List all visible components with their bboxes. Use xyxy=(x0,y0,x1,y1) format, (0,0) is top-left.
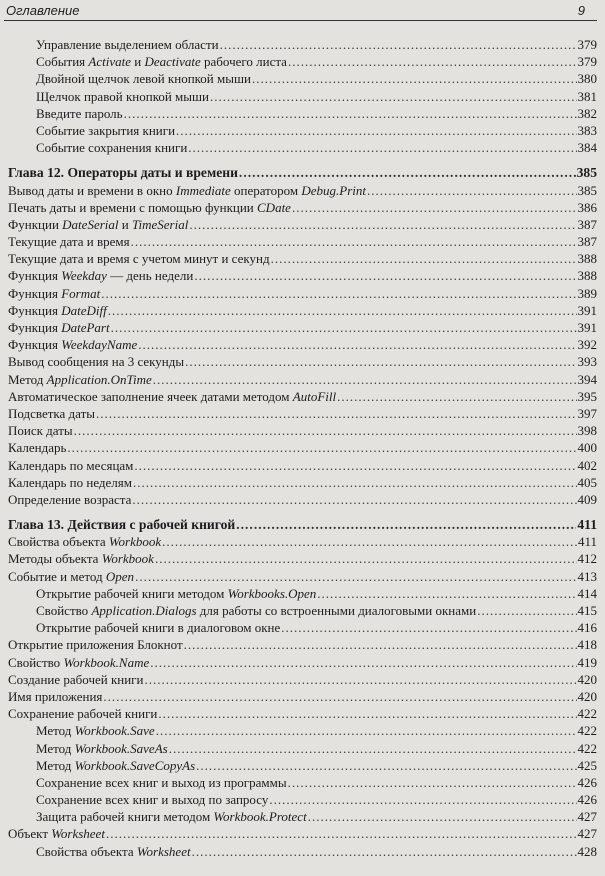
dot-leader xyxy=(158,705,576,722)
toc-entry-text: Метод xyxy=(8,371,47,387)
toc-entry-code-term: Workbook.Protect xyxy=(213,809,307,825)
toc-entry-code-term: AutoFill xyxy=(292,388,337,404)
toc-entry-title xyxy=(36,105,123,122)
toc-entry-text: Введите пароль xyxy=(36,105,123,121)
toc-entry-code-term: Workbooks.Open xyxy=(227,585,317,601)
section-gap xyxy=(0,508,605,516)
toc-page-number: 398 xyxy=(577,423,597,439)
toc-entry-text: Свойства объекта xyxy=(8,534,109,550)
dot-leader xyxy=(196,757,576,774)
toc-page-number: 385 xyxy=(576,165,597,181)
toc-entry-title xyxy=(36,757,195,774)
toc-entry-text: Функция xyxy=(8,285,62,301)
toc-page-number: 422 xyxy=(577,740,597,756)
toc-entry-code-term: Debug.Print xyxy=(301,182,367,198)
toc-entry-title xyxy=(8,182,366,199)
dot-leader xyxy=(101,285,576,302)
toc-page-number: 426 xyxy=(577,774,597,790)
toc-entry-title xyxy=(36,740,168,757)
dot-leader xyxy=(176,122,576,139)
toc-entry-title xyxy=(36,791,268,808)
dot-leader xyxy=(185,353,576,370)
toc-page-number: 405 xyxy=(577,474,597,490)
toc-entry-title xyxy=(8,302,107,319)
toc-entry-text: Метод xyxy=(36,740,75,756)
toc-entry-title xyxy=(8,550,154,567)
toc-entry xyxy=(0,808,605,825)
toc-page-number: 420 xyxy=(577,671,597,687)
toc-entry-code-term: TimeSerial xyxy=(131,216,189,232)
dot-leader xyxy=(150,654,576,671)
toc-page-number: 387 xyxy=(577,216,597,232)
toc-entry xyxy=(0,757,605,774)
toc-entry-text: Функция xyxy=(8,320,62,335)
dot-leader xyxy=(477,602,576,619)
toc-entry-title xyxy=(8,216,188,233)
dot-leader xyxy=(155,550,577,567)
dot-leader xyxy=(156,722,577,739)
toc-entry-title xyxy=(36,602,476,619)
toc-entry xyxy=(0,302,605,319)
toc-entry-text: Сохранение рабочей книги xyxy=(8,706,158,722)
toc-entry-title xyxy=(36,585,316,602)
toc-entry-code-term: Workbook xyxy=(101,551,154,567)
toc-entry xyxy=(0,654,605,671)
toc-entry-text: Функции xyxy=(8,216,63,232)
dot-leader xyxy=(169,740,577,757)
dot-leader xyxy=(106,825,577,842)
toc-entry-title xyxy=(36,53,287,70)
dot-leader xyxy=(210,88,577,105)
toc-entry-title xyxy=(8,388,336,405)
toc-entry-code-term: Workbook.Name xyxy=(63,654,150,670)
toc-entry-text: Свойство xyxy=(36,603,92,618)
toc-entry-title xyxy=(8,533,161,550)
toc-entry-text: и xyxy=(130,54,145,70)
toc-entry-title xyxy=(8,568,134,585)
toc-entry-code-term: Activate xyxy=(88,54,131,70)
toc-entry-title xyxy=(8,164,238,181)
toc-entry-title xyxy=(36,808,307,825)
toc-entry xyxy=(0,688,605,705)
dot-leader xyxy=(281,619,576,636)
toc-entry-title xyxy=(8,422,73,439)
toc-page-number: 414 xyxy=(577,585,597,601)
toc-entry-text: Сохранение всех книг и выход по запросу xyxy=(36,792,269,808)
toc-entry-title xyxy=(36,88,209,105)
toc-page-number: 412 xyxy=(577,551,597,567)
dot-leader xyxy=(271,250,577,267)
toc-page-number: 419 xyxy=(577,654,597,670)
toc-entry-text: Автоматическое заполнение ячеек датами методом xyxy=(8,388,293,404)
dot-leader xyxy=(74,422,577,439)
dot-leader xyxy=(132,491,576,508)
dot-leader xyxy=(138,336,576,353)
toc-entry-text: Двойной щелчок левой кнопкой мыши xyxy=(36,71,251,87)
toc-entry-title xyxy=(8,233,130,250)
toc-entry-title xyxy=(36,843,191,860)
toc-page-number: 388 xyxy=(577,251,597,267)
dot-leader xyxy=(131,233,577,250)
toc-entry xyxy=(0,602,605,619)
toc-entry xyxy=(0,843,605,860)
toc-entry-title xyxy=(8,336,137,353)
dot-leader xyxy=(308,808,577,825)
toc-page-number: 402 xyxy=(577,457,597,473)
toc-entry xyxy=(0,216,605,233)
toc-entry-title xyxy=(36,122,175,139)
toc-entry-code-term: Workbook.Save xyxy=(74,723,155,739)
toc-page-number: 418 xyxy=(577,637,597,653)
dot-leader xyxy=(103,688,576,705)
toc-page-number: 391 xyxy=(577,302,597,318)
dot-leader xyxy=(133,474,576,491)
toc-page-number: 400 xyxy=(577,440,597,456)
toc-page-number: 386 xyxy=(577,199,597,215)
toc-entry-text: Событие сохранения книги xyxy=(36,140,188,156)
toc-entry xyxy=(0,568,605,585)
toc-entry-text: Календарь по неделям xyxy=(8,474,133,490)
toc-entry-code-term: Format xyxy=(61,285,101,301)
toc-page-number: 420 xyxy=(577,688,597,704)
toc-entry xyxy=(0,388,605,405)
dot-leader xyxy=(292,199,577,216)
toc-entry-text: Сохранение всех книг и выход из программы xyxy=(36,774,287,790)
toc-entry-text: — день недели xyxy=(106,268,194,284)
toc-entry-code-term: Open xyxy=(105,568,135,584)
toc-page-number: 422 xyxy=(577,706,597,722)
toc-entry-text: Календарь по месяцам xyxy=(8,457,134,473)
toc-entry-text: Глава 12. Операторы даты и времени xyxy=(8,165,238,181)
toc-page-number: 379 xyxy=(577,37,597,52)
toc-entry-text: и xyxy=(118,216,132,232)
toc-entry-text: Поиск даты xyxy=(8,423,73,439)
dot-leader xyxy=(252,70,577,87)
dot-leader xyxy=(236,516,576,533)
toc-entry-title xyxy=(8,636,183,653)
dot-leader xyxy=(317,585,576,602)
dot-leader xyxy=(135,568,576,585)
toc-entry-code-term: DatePart xyxy=(61,320,110,335)
toc-entry-title xyxy=(36,36,219,53)
toc-entry-code-term: Workbook xyxy=(108,534,162,550)
toc-entry xyxy=(0,774,605,791)
toc-entry-title xyxy=(8,405,95,422)
toc-entry-text: Открытие рабочей книги в диалоговом окне xyxy=(36,620,281,636)
toc-entry-title xyxy=(8,199,291,216)
toc-entry-text: рабочего листа xyxy=(200,54,287,70)
dot-leader xyxy=(269,791,576,808)
toc-entry xyxy=(0,267,605,284)
toc-page-number: 409 xyxy=(577,491,597,507)
toc-entry xyxy=(0,439,605,456)
toc-entry-text: Печать даты и времени с помощью функции xyxy=(8,199,258,215)
toc-entry-text: Подсветка даты xyxy=(8,405,96,421)
toc-entry xyxy=(0,36,605,53)
toc-entry xyxy=(0,636,605,653)
toc-entry-title xyxy=(8,439,66,456)
toc-entry xyxy=(0,705,605,722)
toc-entry-title xyxy=(8,267,193,284)
toc-entry-text: Текущие дата и время xyxy=(8,234,130,250)
toc-entry xyxy=(0,250,605,267)
dot-leader xyxy=(189,216,576,233)
toc-page-number: 397 xyxy=(577,405,597,421)
toc-entry xyxy=(0,585,605,602)
toc-page-number: 380 xyxy=(577,71,597,87)
toc-entry-code-term: Worksheet xyxy=(51,826,105,842)
toc-entry-text: Функция xyxy=(8,268,62,284)
toc-entry-title xyxy=(8,319,110,336)
table-of-contents xyxy=(0,36,605,860)
toc-page-number: 389 xyxy=(577,285,597,301)
toc-entry xyxy=(0,491,605,508)
toc-page-number: 393 xyxy=(577,354,597,370)
dot-leader xyxy=(134,457,576,474)
toc-page-number: 385 xyxy=(577,182,597,198)
toc-page-number: 379 xyxy=(577,54,597,70)
toc-entry-code-term: CDate xyxy=(257,199,291,215)
toc-chapter-heading xyxy=(0,516,605,533)
section-gap xyxy=(0,156,605,164)
dot-leader xyxy=(144,671,576,688)
toc-entry-text: Календарь xyxy=(8,440,67,456)
dot-leader xyxy=(96,405,576,422)
toc-entry xyxy=(0,285,605,302)
dot-leader xyxy=(288,53,577,70)
dot-leader xyxy=(192,843,577,860)
toc-entry xyxy=(0,233,605,250)
toc-page-number: 411 xyxy=(577,517,597,533)
toc-entry xyxy=(0,722,605,739)
toc-entry xyxy=(0,336,605,353)
toc-entry-text: Объект xyxy=(8,826,52,842)
toc-entry xyxy=(0,53,605,70)
toc-entry-title xyxy=(8,457,133,474)
toc-entry-text: Управление выделением области xyxy=(36,37,219,52)
toc-page-number: 383 xyxy=(577,122,597,138)
toc-entry-text: События xyxy=(36,54,89,70)
toc-entry-code-term: DateSerial xyxy=(62,216,119,232)
toc-entry-title xyxy=(8,285,100,302)
toc-entry-text: Метод xyxy=(36,723,75,739)
toc-entry-text: Функция xyxy=(8,337,62,353)
toc-page-number: 384 xyxy=(577,140,597,156)
toc-page-number: 415 xyxy=(577,603,597,618)
toc-entry-text: Функция xyxy=(8,302,62,318)
toc-entry-text: Открытие рабочей книги методом xyxy=(36,585,228,601)
toc-entry-code-term: Worksheet xyxy=(136,843,191,859)
toc-page-number: 426 xyxy=(577,792,597,808)
toc-entry xyxy=(0,474,605,491)
dot-leader xyxy=(184,636,577,653)
toc-entry-title xyxy=(8,654,149,671)
toc-entry-title xyxy=(36,139,187,156)
toc-entry-title xyxy=(8,705,157,722)
dot-leader xyxy=(124,105,577,122)
toc-entry xyxy=(0,825,605,842)
toc-entry xyxy=(0,70,605,87)
toc-entry-title xyxy=(8,250,270,267)
toc-entry-text: Глава 13. Действия с рабочей книгой xyxy=(8,517,236,533)
toc-entry xyxy=(0,122,605,139)
toc-entry-text: Открытие приложения Блокнот xyxy=(8,637,183,653)
dot-leader xyxy=(188,139,576,156)
toc-page-number: 382 xyxy=(577,105,597,121)
toc-entry-text: Свойство xyxy=(8,654,64,670)
toc-entry-code-term: Deactivate xyxy=(144,54,201,70)
toc-page-number: 394 xyxy=(577,371,597,387)
toc-entry-code-term: Immediate xyxy=(175,182,231,198)
toc-page-number: 381 xyxy=(577,88,597,104)
toc-page-number: 425 xyxy=(577,757,597,773)
toc-entry-text: Метод xyxy=(36,757,75,773)
toc-entry xyxy=(0,199,605,216)
toc-entry-text: Создание рабочей книги xyxy=(8,671,144,687)
toc-chapter-heading xyxy=(0,164,605,181)
toc-entry-text: Защита рабочей книги методом xyxy=(36,809,214,825)
toc-entry-title xyxy=(36,774,287,791)
toc-entry xyxy=(0,791,605,808)
toc-entry-code-term: WeekdayName xyxy=(61,337,138,353)
toc-page-number: 392 xyxy=(577,337,597,353)
toc-entry xyxy=(0,105,605,122)
toc-entry xyxy=(0,88,605,105)
toc-entry-title xyxy=(8,474,132,491)
toc-entry-text: Методы объекта xyxy=(8,551,102,567)
dot-leader xyxy=(194,267,576,284)
toc-page-number: 422 xyxy=(577,723,597,739)
header-page-number: 9 xyxy=(577,3,585,18)
toc-entry-text: оператором xyxy=(230,182,302,198)
toc-page-number: 388 xyxy=(577,268,597,284)
toc-page-number: 395 xyxy=(577,388,597,404)
dot-leader xyxy=(239,164,576,181)
toc-page-number: 416 xyxy=(577,620,597,636)
toc-page-number: 411 xyxy=(577,534,597,550)
toc-entry-title xyxy=(8,516,235,533)
dot-leader xyxy=(108,302,577,319)
toc-entry-text: Вывод даты и времени в окно xyxy=(8,182,176,198)
toc-entry xyxy=(0,182,605,199)
dot-leader xyxy=(288,774,577,791)
dot-leader xyxy=(162,533,577,550)
toc-entry xyxy=(0,533,605,550)
dot-leader xyxy=(220,36,577,53)
toc-entry-code-term: Weekday xyxy=(61,268,107,284)
toc-entry-code-term: Application.Dialogs xyxy=(91,603,197,618)
header-title: Оглавление xyxy=(6,3,80,18)
toc-entry xyxy=(0,550,605,567)
toc-entry-title xyxy=(8,671,143,688)
toc-entry-title xyxy=(36,619,280,636)
toc-page-number: 427 xyxy=(577,826,597,842)
toc-entry-title xyxy=(8,371,152,388)
toc-page-number: 413 xyxy=(577,568,597,584)
toc-entry-text: Свойства объекта xyxy=(36,843,137,859)
toc-entry-code-term: Workbook.SaveAs xyxy=(74,740,168,756)
toc-entry-text: Определение возраста xyxy=(8,491,132,507)
toc-entry-title xyxy=(36,722,155,739)
toc-page-number: 387 xyxy=(577,234,597,250)
toc-entry-title xyxy=(8,491,131,508)
toc-entry-code-term: DateDiff xyxy=(61,302,107,318)
toc-entry-code-term: Application.OnTime xyxy=(46,371,152,387)
dot-leader xyxy=(367,182,576,199)
toc-entry-text: Текущие дата и время с учетом минут и секунд xyxy=(8,251,270,267)
dot-leader xyxy=(67,439,576,456)
running-header xyxy=(4,0,597,21)
dot-leader xyxy=(111,319,577,336)
toc-entry xyxy=(0,457,605,474)
toc-entry-title xyxy=(8,688,102,705)
dot-leader xyxy=(337,388,576,405)
toc-entry-text: для работы со встроенными диалоговыми окнами xyxy=(196,603,477,618)
toc-entry xyxy=(0,371,605,388)
toc-page-number: 427 xyxy=(577,809,597,825)
toc-entry xyxy=(0,671,605,688)
toc-entry xyxy=(0,319,605,336)
toc-page-number: 391 xyxy=(577,320,597,335)
dot-leader xyxy=(153,371,577,388)
toc-entry xyxy=(0,353,605,370)
toc-entry xyxy=(0,619,605,636)
toc-entry xyxy=(0,139,605,156)
toc-entry-text: Событие закрытия книги xyxy=(36,122,176,138)
toc-entry xyxy=(0,405,605,422)
toc-entry-code-term: Workbook.SaveCopyAs xyxy=(74,757,196,773)
toc-page-number: 428 xyxy=(577,843,597,859)
toc-entry xyxy=(0,740,605,757)
toc-entry-title xyxy=(8,825,105,842)
toc-entry-title xyxy=(8,353,184,370)
toc-entry xyxy=(0,422,605,439)
toc-entry-text: Щелчок правой кнопкой мыши xyxy=(36,88,209,104)
toc-entry-text: Событие и метод xyxy=(8,568,106,584)
toc-entry-text: Имя приложения xyxy=(8,688,103,704)
toc-entry-title xyxy=(36,70,251,87)
toc-entry-text: Вывод сообщения на 3 секунды xyxy=(8,354,185,370)
